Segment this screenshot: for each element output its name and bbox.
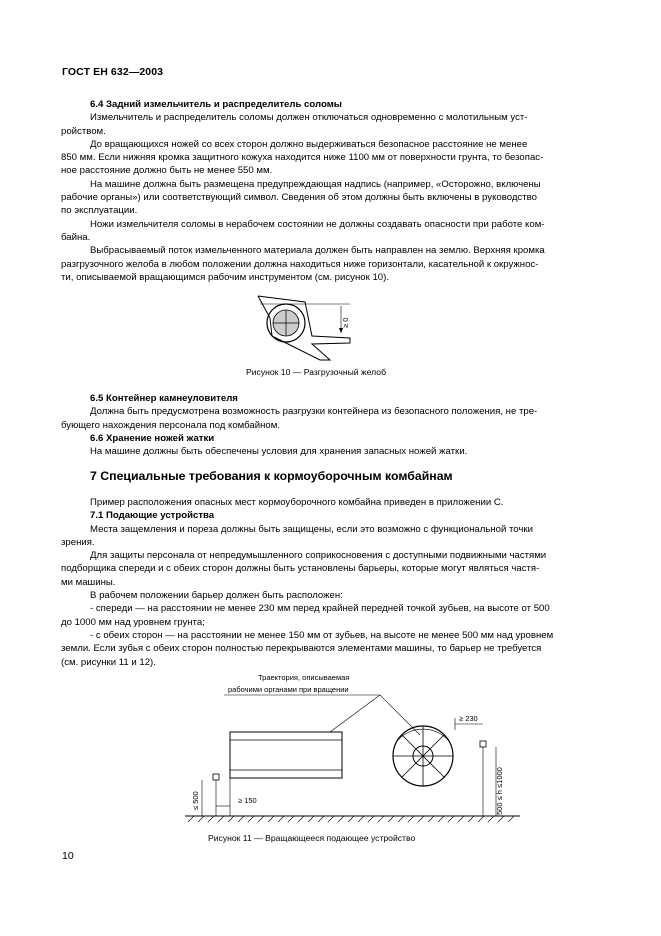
section-7: [61, 496, 599, 669]
paragraph-line: 850 мм. Если нижняя кромка защитного кожуха находится ниже 1100 мм от поверхности грунта, то безопас-: [61, 152, 544, 164]
paragraph-line: (см. рисунки 11 и 12).: [61, 656, 156, 668]
paragraph-line: На машине должна быть размещена предупреждающая надпись (например, «Осторожно, включены: [90, 178, 541, 190]
paragraph-line: - с обеих сторон — на расстоянии не менее 150 мм от зубьев, на высоте не менее 500 мм над уровнем: [90, 629, 554, 641]
section-title: 6.4 Задний измельчитель и распределитель соломы: [90, 99, 343, 110]
paragraph-line: ройством.: [61, 125, 106, 137]
dimension-500-label: ≤ 500: [191, 791, 200, 810]
paragraph-line: Для защиты персонала от непредумышленного соприкосновения с доступными подвижными частями: [90, 550, 547, 562]
paragraph-line: Измельчитель и распределитель соломы должен отключаться одновременно с молотильным уст-: [90, 112, 528, 124]
paragraph-line: До вращающихся ножей со всех сторон должно выдерживаться безопасное расстояние не менее: [90, 138, 528, 150]
paragraph-line: Пример расположения опасных мест кормоуборочного комбайна приведен в приложении С.: [90, 497, 504, 508]
section-title: 7.1 Подающие устройства: [90, 510, 215, 522]
paragraph-line: На машине должны быть обеспечены условия для хранения запасных ножей жатки.: [90, 446, 468, 458]
paragraph-line: ми машины.: [61, 576, 116, 588]
paragraph-line: ти, описываемой вращающимся рабочим инструментом (см. рисунок 10).: [61, 271, 389, 283]
figure-11-caption: Рисунок 11 — Вращающееся подающее устройство: [208, 833, 416, 843]
page-number: 10: [62, 850, 74, 862]
paragraph-line: байна.: [61, 231, 91, 243]
section-7-title: 7 Специальные требования к кормоуборочным комбайнам: [90, 469, 453, 483]
paragraph-line: разгрузочного желоба в любом положении должна находиться ниже горизонтали, касательной к окружнос-: [61, 258, 539, 270]
paragraph-line: зрения.: [61, 536, 95, 548]
trajectory-label-2: рабочими органами при вращении: [228, 685, 349, 694]
paragraph-line: - спереди — на расстоянии не менее 230 мм перед крайней передней точкой зубьев, на высоте от 500: [90, 603, 550, 615]
dimension-h-label: 500 ≤ h ≤1000: [495, 767, 504, 815]
document-header: ГОСТ ЕН 632—2003: [62, 66, 164, 78]
dimension-150-label: ≥ 150: [238, 796, 257, 805]
paragraph-line: В рабочем положении барьер должен быть расположен:: [90, 590, 343, 602]
dimension-230-label: ≥ 230: [459, 714, 478, 723]
section-6-4: [61, 98, 599, 284]
trajectory-label-1: Траектория, описываемая: [258, 673, 350, 682]
paragraph-line: Места защемления и пореза должны быть защищены, если это возможно с функциональной точки: [90, 523, 533, 535]
section-6-5: [61, 392, 599, 458]
section-title: 6.6 Хранение ножей жатки: [90, 432, 215, 444]
paragraph-line: Должна быть предусмотрена возможность разгрузки контейнера из безопасного положения, не тре-: [90, 406, 538, 418]
paragraph-line: по эксплуатации.: [61, 205, 138, 217]
paragraph-line: рабочие органы») или соответствующий символ. Сведения об этом должны быть включены в руководство: [61, 192, 537, 204]
paragraph-line: Ножи измельчителя соломы в нерабочем состоянии не должны создавать опасности при работе ком-: [90, 218, 545, 230]
figure-11-feeder-drawing: [180, 670, 525, 835]
figure-10-caption: Рисунок 10 — Разгрузочный желоб: [246, 367, 386, 377]
dimension-label: ≥ 0: [341, 317, 350, 328]
section-title: 6.5 Контейнер камнеуловителя: [90, 393, 238, 404]
paragraph-line: подборщика спереди и с обеих сторон должны быть установлены барьеры, которые могут являться частя-: [61, 563, 540, 575]
figure-10-chute-drawing: [250, 288, 370, 363]
paragraph-line: Выбрасываемый поток измельченного материала должен быть направлен на землю. Верхняя кромка: [90, 245, 545, 257]
paragraph-line: ное расстояние должно быть не менее 550 мм.: [61, 165, 273, 177]
paragraph-line: земли. Если зубья с обеих сторон полностью перекрываются элементами машины, то барьер не требуется: [61, 643, 542, 655]
paragraph-line: до 1000 мм над уровнем грунта;: [61, 616, 205, 628]
paragraph-line: бующего нахождения персонала под комбайном.: [61, 419, 281, 431]
